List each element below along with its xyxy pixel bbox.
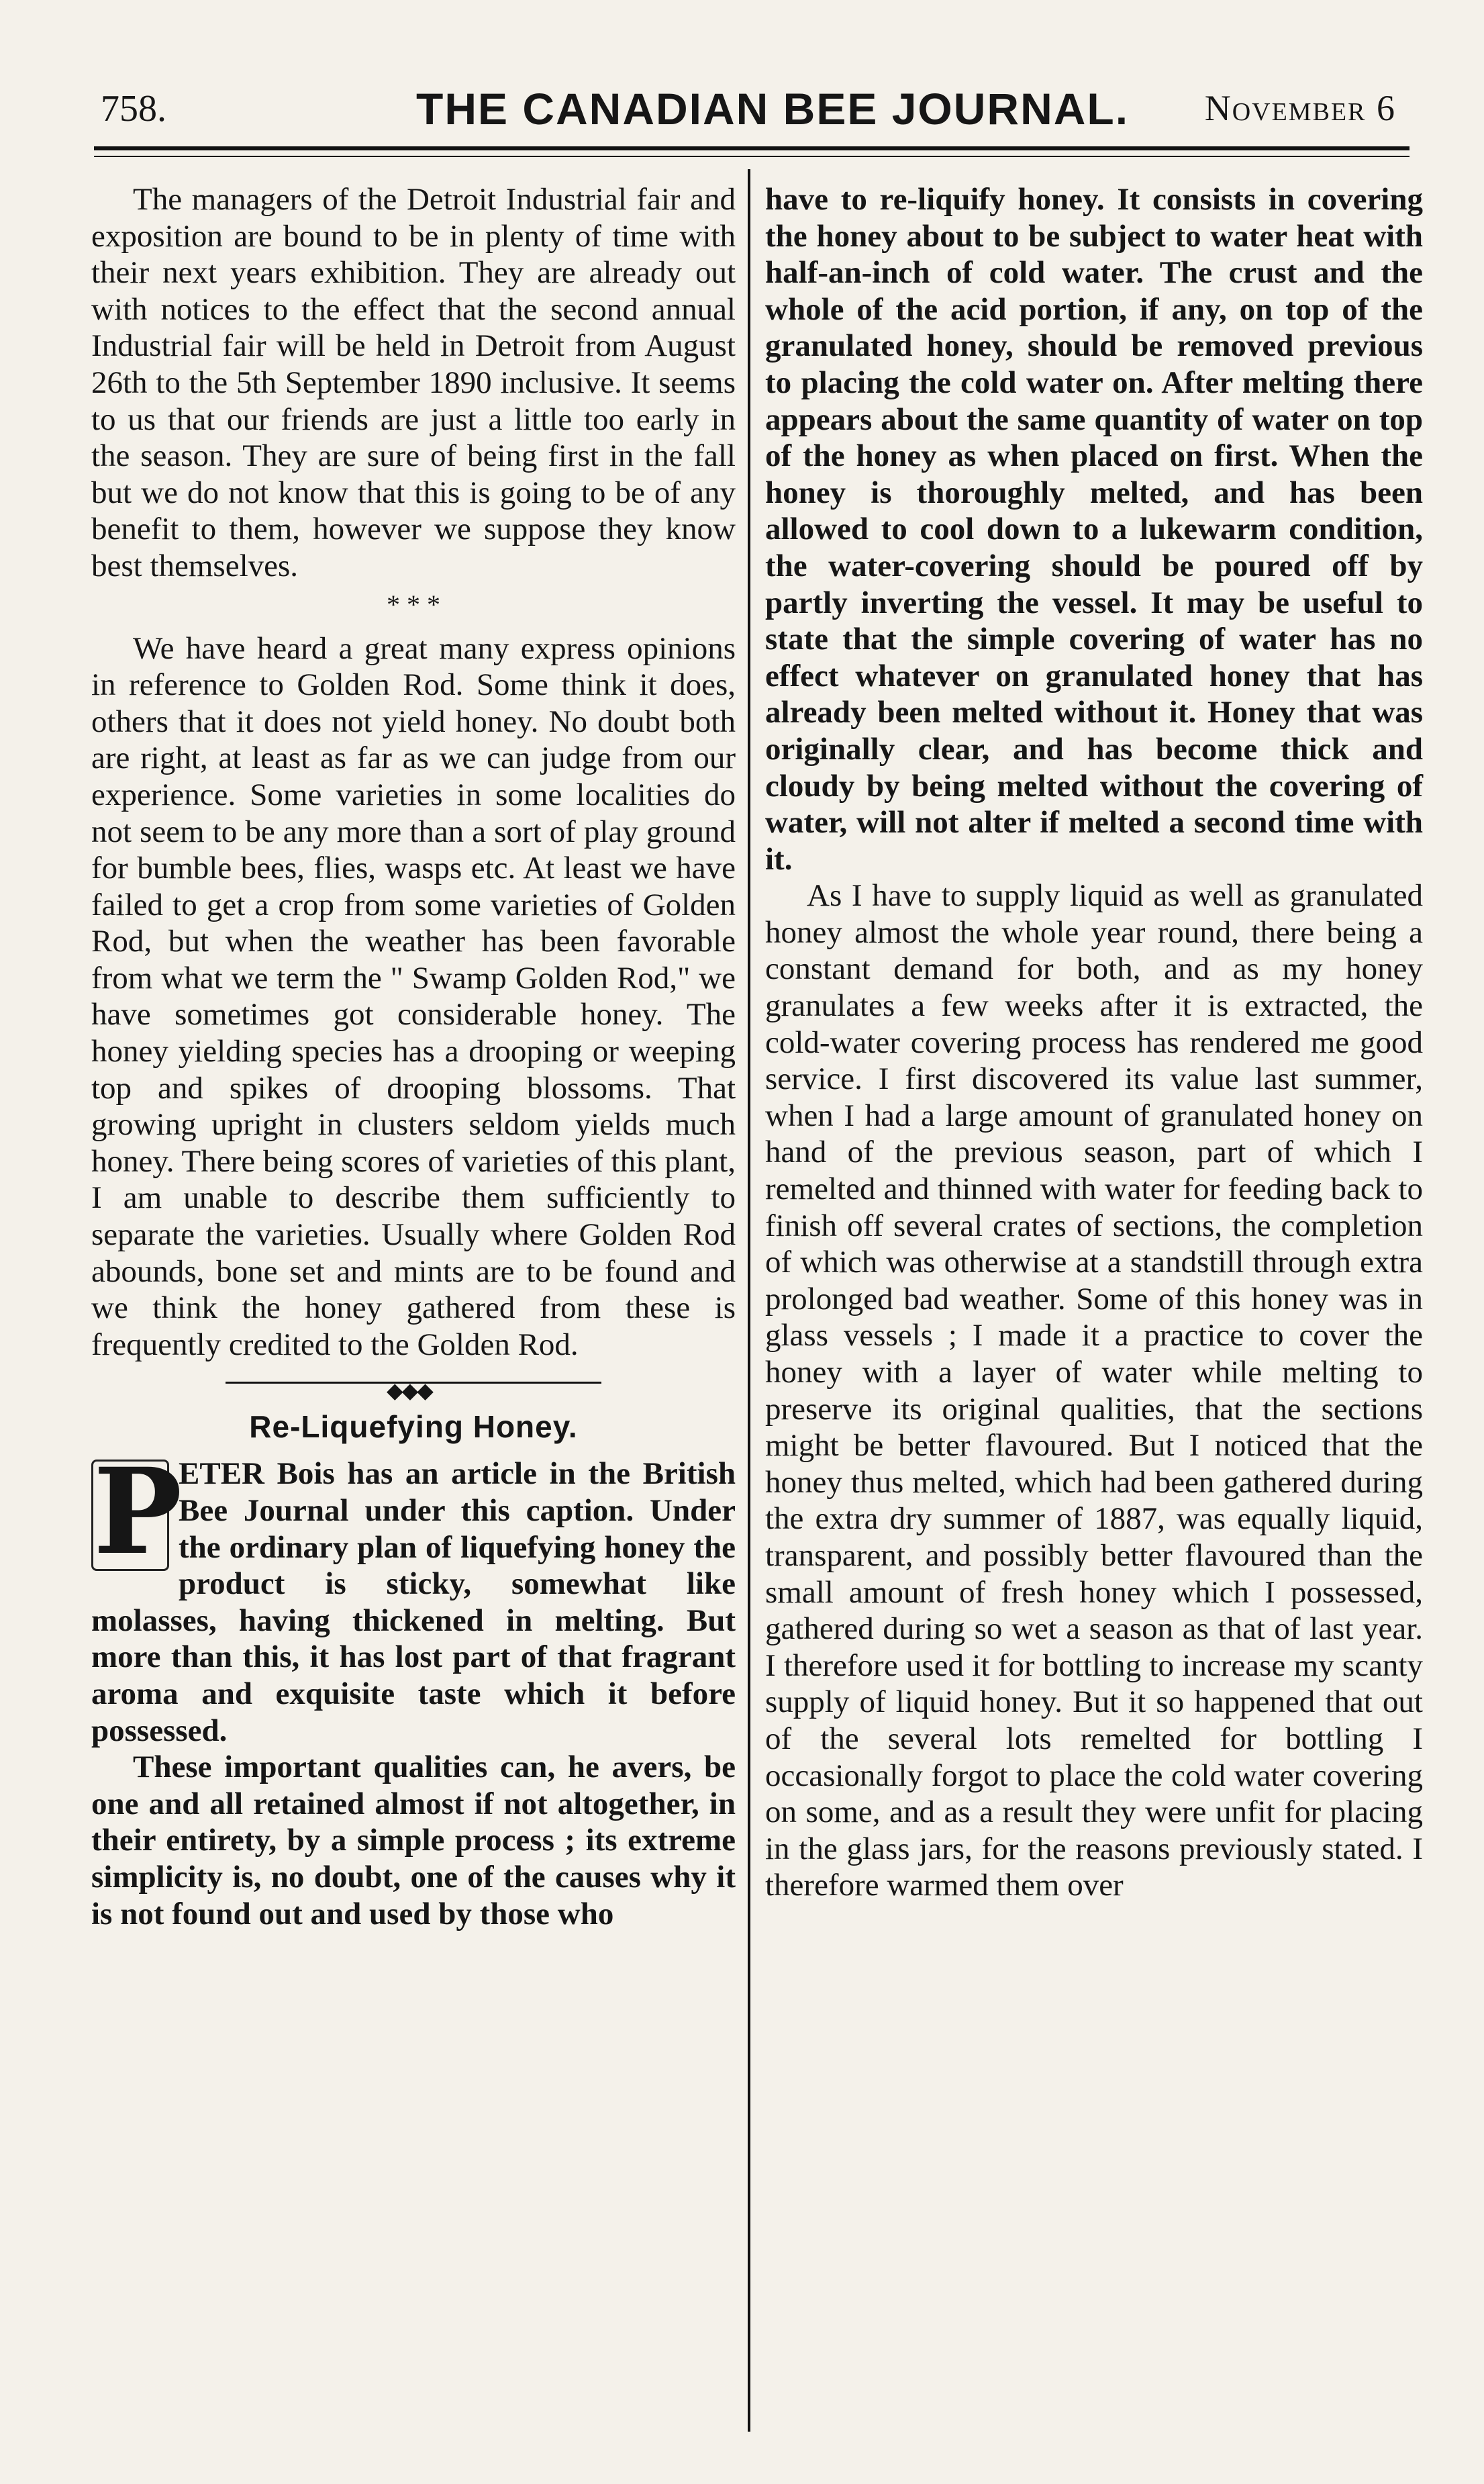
left-column <box>91 181 736 1932</box>
ornament-icon: ◆◆◆ <box>387 1378 432 1403</box>
page-number: 758. <box>101 88 166 130</box>
header-rule <box>94 146 1409 150</box>
paragraph-peter-bois <box>91 1442 736 1749</box>
right-column <box>765 181 1423 1904</box>
paragraph-liquid-honey-supply: As I have to supply liquid as well as granulated honey almost the whole year round, there being a constant demand for both, and as my honey granulates a few weeks after it is extracted, the cold-water covering process has rendered me good service. I first discovered its value last summer, when I had a large amount of granulated honey on hand of the previous season, part of which I remelted and thinned with water for feeding back to finish off several crates of sections, the completion of which was otherwise at a standstill through extra prolonged bad weather. Some of this honey was in glass vessels ; I made it a practice to cover the honey with a layer of water while melting to preserve its original qualities, that the sections might be better flavoured. But I noticed that the honey thus melted, which had been gathered during the extra dry summer of 1887, was equally liquid, transparent, and possibly better flavoured than the small amount of fresh honey which I possessed, gathered during so wet a season as that of last year. I therefore used it for bottling to increase my scanty supply of liquid honey. But it so happened that out of the several lots remelted for bottling I occasionally forgot to place the cold water covering on some, and as a result they were unfit for placing in the glass jars, for the reasons previously stated. I therefore warmed them over <box>765 878 1423 1903</box>
page-header <box>94 81 1409 141</box>
journal-title: THE CANADIAN BEE JOURNAL. <box>416 84 1130 134</box>
paragraph-cold-water-process: have to re-liquify honey. It consists in covering the honey about to be subject to water heat with half-an-inch of cold water. The crust and the whole of the acid portion, if any, on top of the granulated honey, should be removed previous to placing the cold water on. After melting there appears about the same quantity of water on top of the honey as when placed on first. When the honey is thoroughly melted, and has been allowed to cool down to a lukewarm condition, the water-covering should be poured off by partly inverting the vessel. It may be useful to state that the simple covering of water has no effect whatever on granulated honey that has already been melted without it. Honey that was originally clear, and has become thick and cloudy by being melted without the covering of water, will not alter if melted a second time with it. <box>765 182 1423 877</box>
paragraph-detroit-fair: The managers of the Detroit Industrial fair and exposition are bound to be in plenty of time with their next years exhibition. They are already out with notices to the effect that the second annual Industrial fair will be held in Detroit from August 26th to the 5th September 1890 inclusive. It seems to us that our friends are just a little too early in the season. They are sure of being first in the fall but we do not know that this is going to be of any benefit to them, however we suppose they know best themselves. <box>91 182 736 583</box>
section-title: Re-Liquefying Honey. <box>249 1409 578 1445</box>
issue-date: November 6 <box>1204 88 1396 128</box>
drop-cap: P <box>91 1460 169 1571</box>
header-rule-thin <box>94 156 1409 157</box>
decorative-rule <box>91 1363 736 1403</box>
paragraph-important-qualities: These important qualities can, he avers, be one and all retained almost if not altogether, in their entirety, by a simple process ; its extreme simplicity is, no doubt, one of the causes why it is not found out and used by those who <box>91 1750 736 1931</box>
section-separator: * * * <box>387 589 440 620</box>
column-divider <box>748 169 750 2432</box>
paragraph-peter-bois-text: ETER Bois has an article in the British Bee Journal under this caption. Under the ordinary plan of liquefying honey the product is sticky, somewhat like molasses, having thickened in melting. But more than this, it has lost part of that fragrant aroma and exquisite taste which it before possessed. <box>91 1456 736 1748</box>
paragraph-golden-rod: We have heard a great many express opinions in reference to Golden Rod. Some think it does, others that it does not yield honey. No doubt both are right, at least as far as we can judge from our experience. Some varieties in some localities do not seem to be any more than a sort of play ground for bumble bees, flies, wasps etc. At least we have failed to get a crop from some varieties of Golden Rod, but when the weather has been favorable from what we term the " Swamp Golden Rod," we have sometimes got considerable honey. The honey yielding species has a drooping or weeping top and spikes of drooping blossoms. That growing upright in clusters seldom yields much honey. There being scores of varieties of this plant, I am unable to describe them sufficiently to separate the varieties. Usually where Golden Rod abounds, bone set and mints are to be found and we think the honey gathered from these is frequently credited to the Golden Rod. <box>91 630 736 1362</box>
